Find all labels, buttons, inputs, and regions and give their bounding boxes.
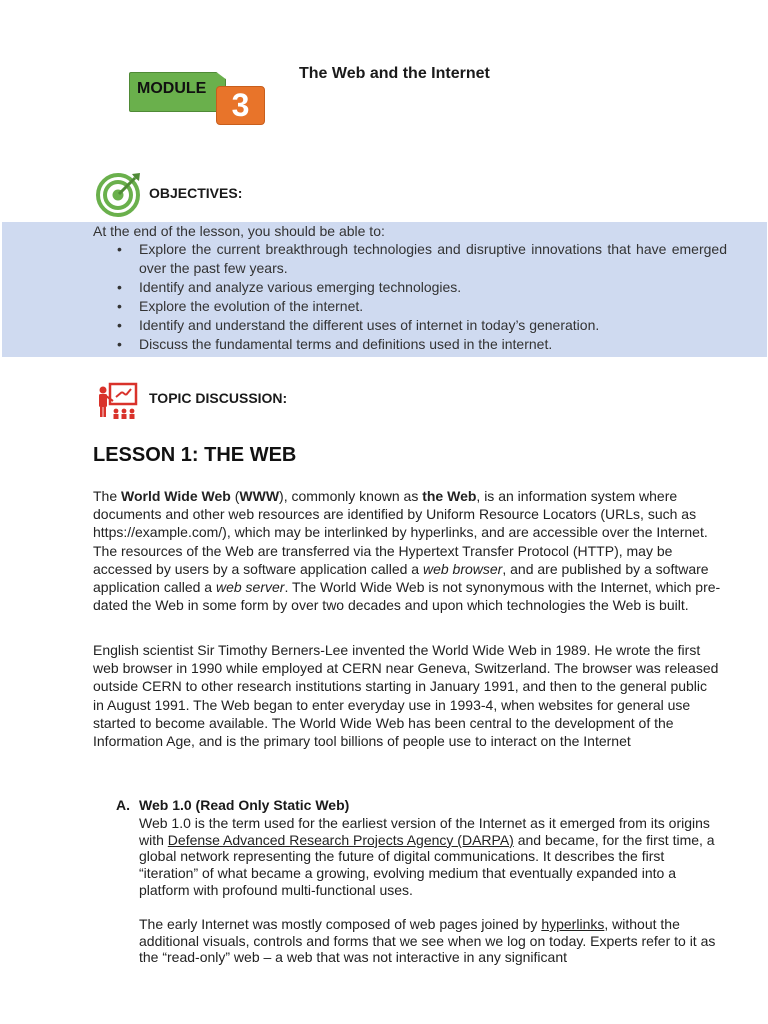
objective-item: • Explore the evolution of the internet.	[115, 297, 727, 316]
document-title: The Web and the Internet	[299, 65, 490, 82]
objectives-heading: OBJECTIVES:	[149, 185, 243, 201]
module-number: 3	[216, 86, 265, 125]
section-a-label: A.	[116, 797, 130, 813]
section-a-paragraph-1: Web 1.0 is the term used for the earliest version of the Internet as it emerged from its origins with Defense Advanced Research Projects Agency (DARPA) and became, for the first time, a global network representing the future of digital communications. It describes the first “iteration” of what became a growing, evolving medium that eventually expanded into a platform with profound multi-functional uses.	[139, 815, 715, 898]
objective-item: • Explore the current breakthrough technologies and disruptive innovations that have emerged over the past few years.	[115, 240, 727, 278]
hyperlinks-link[interactable]: hyperlinks	[541, 916, 605, 932]
target-icon	[96, 171, 142, 217]
lesson-heading: LESSON 1: THE WEB	[93, 444, 297, 466]
section-a-paragraph-2: The early Internet was mostly composed of web pages joined by hyperlinks, without the additional visuals, controls and forms that we see when we log on today. Experts refer to it as the “read-only” web – a web that was not interactive in any significant	[139, 916, 716, 966]
objectives-list	[115, 240, 727, 354]
teacher-icon	[96, 382, 138, 420]
objective-item: • Identify and analyze various emerging technologies.	[115, 278, 727, 297]
section-a-title: Web 1.0 (Read Only Static Web)	[139, 797, 350, 813]
module-label: MODULE	[137, 80, 207, 97]
lesson-paragraph-2: English scientist Sir Timothy Berners-Lee invented the World Wide Web in 1989. He wrote the first web browser in 1990 while employed at CERN near Geneva, Switzerland. The browser was released outside CERN to other research institutions starting in January 1991, and then to the general public in August 1991. The Web began to enter everyday use in 1993-4, when websites for general use started to become available. The World Wide Web has been central to the development of the Information Age, and is the primary tool billions of people use to interact on the Internet	[93, 642, 719, 750]
darpa-link[interactable]: Defense Advanced Research Projects Agency (DARPA)	[167, 831, 514, 848]
lesson-paragraph-1: The World Wide Web (WWW), commonly known as the Web, is an information system where documents and other web resources are identified by Uniform Resource Locators (URLs, such as https://example.com/), which may be interlinked by hyperlinks, and are accessible over the Internet. The resources of the Web are transferred via the Hypertext Transfer Protocol (HTTP), may be accessed by users by a software application called a web browser, and are published by a software application called a web server. The World Wide Web is not synonymous with the Internet, which pre-dated the Web in some form by over two decades and upon which technologies the Web is built.	[93, 488, 721, 614]
objective-item: • Identify and understand the different uses of internet in today’s generation.	[115, 316, 727, 335]
objective-item: • Discuss the fundamental terms and definitions used in the internet.	[115, 335, 727, 354]
objectives-intro: At the end of the lesson, you should be able to:	[93, 223, 385, 239]
topic-heading: TOPIC DISCUSSION:	[149, 390, 288, 406]
